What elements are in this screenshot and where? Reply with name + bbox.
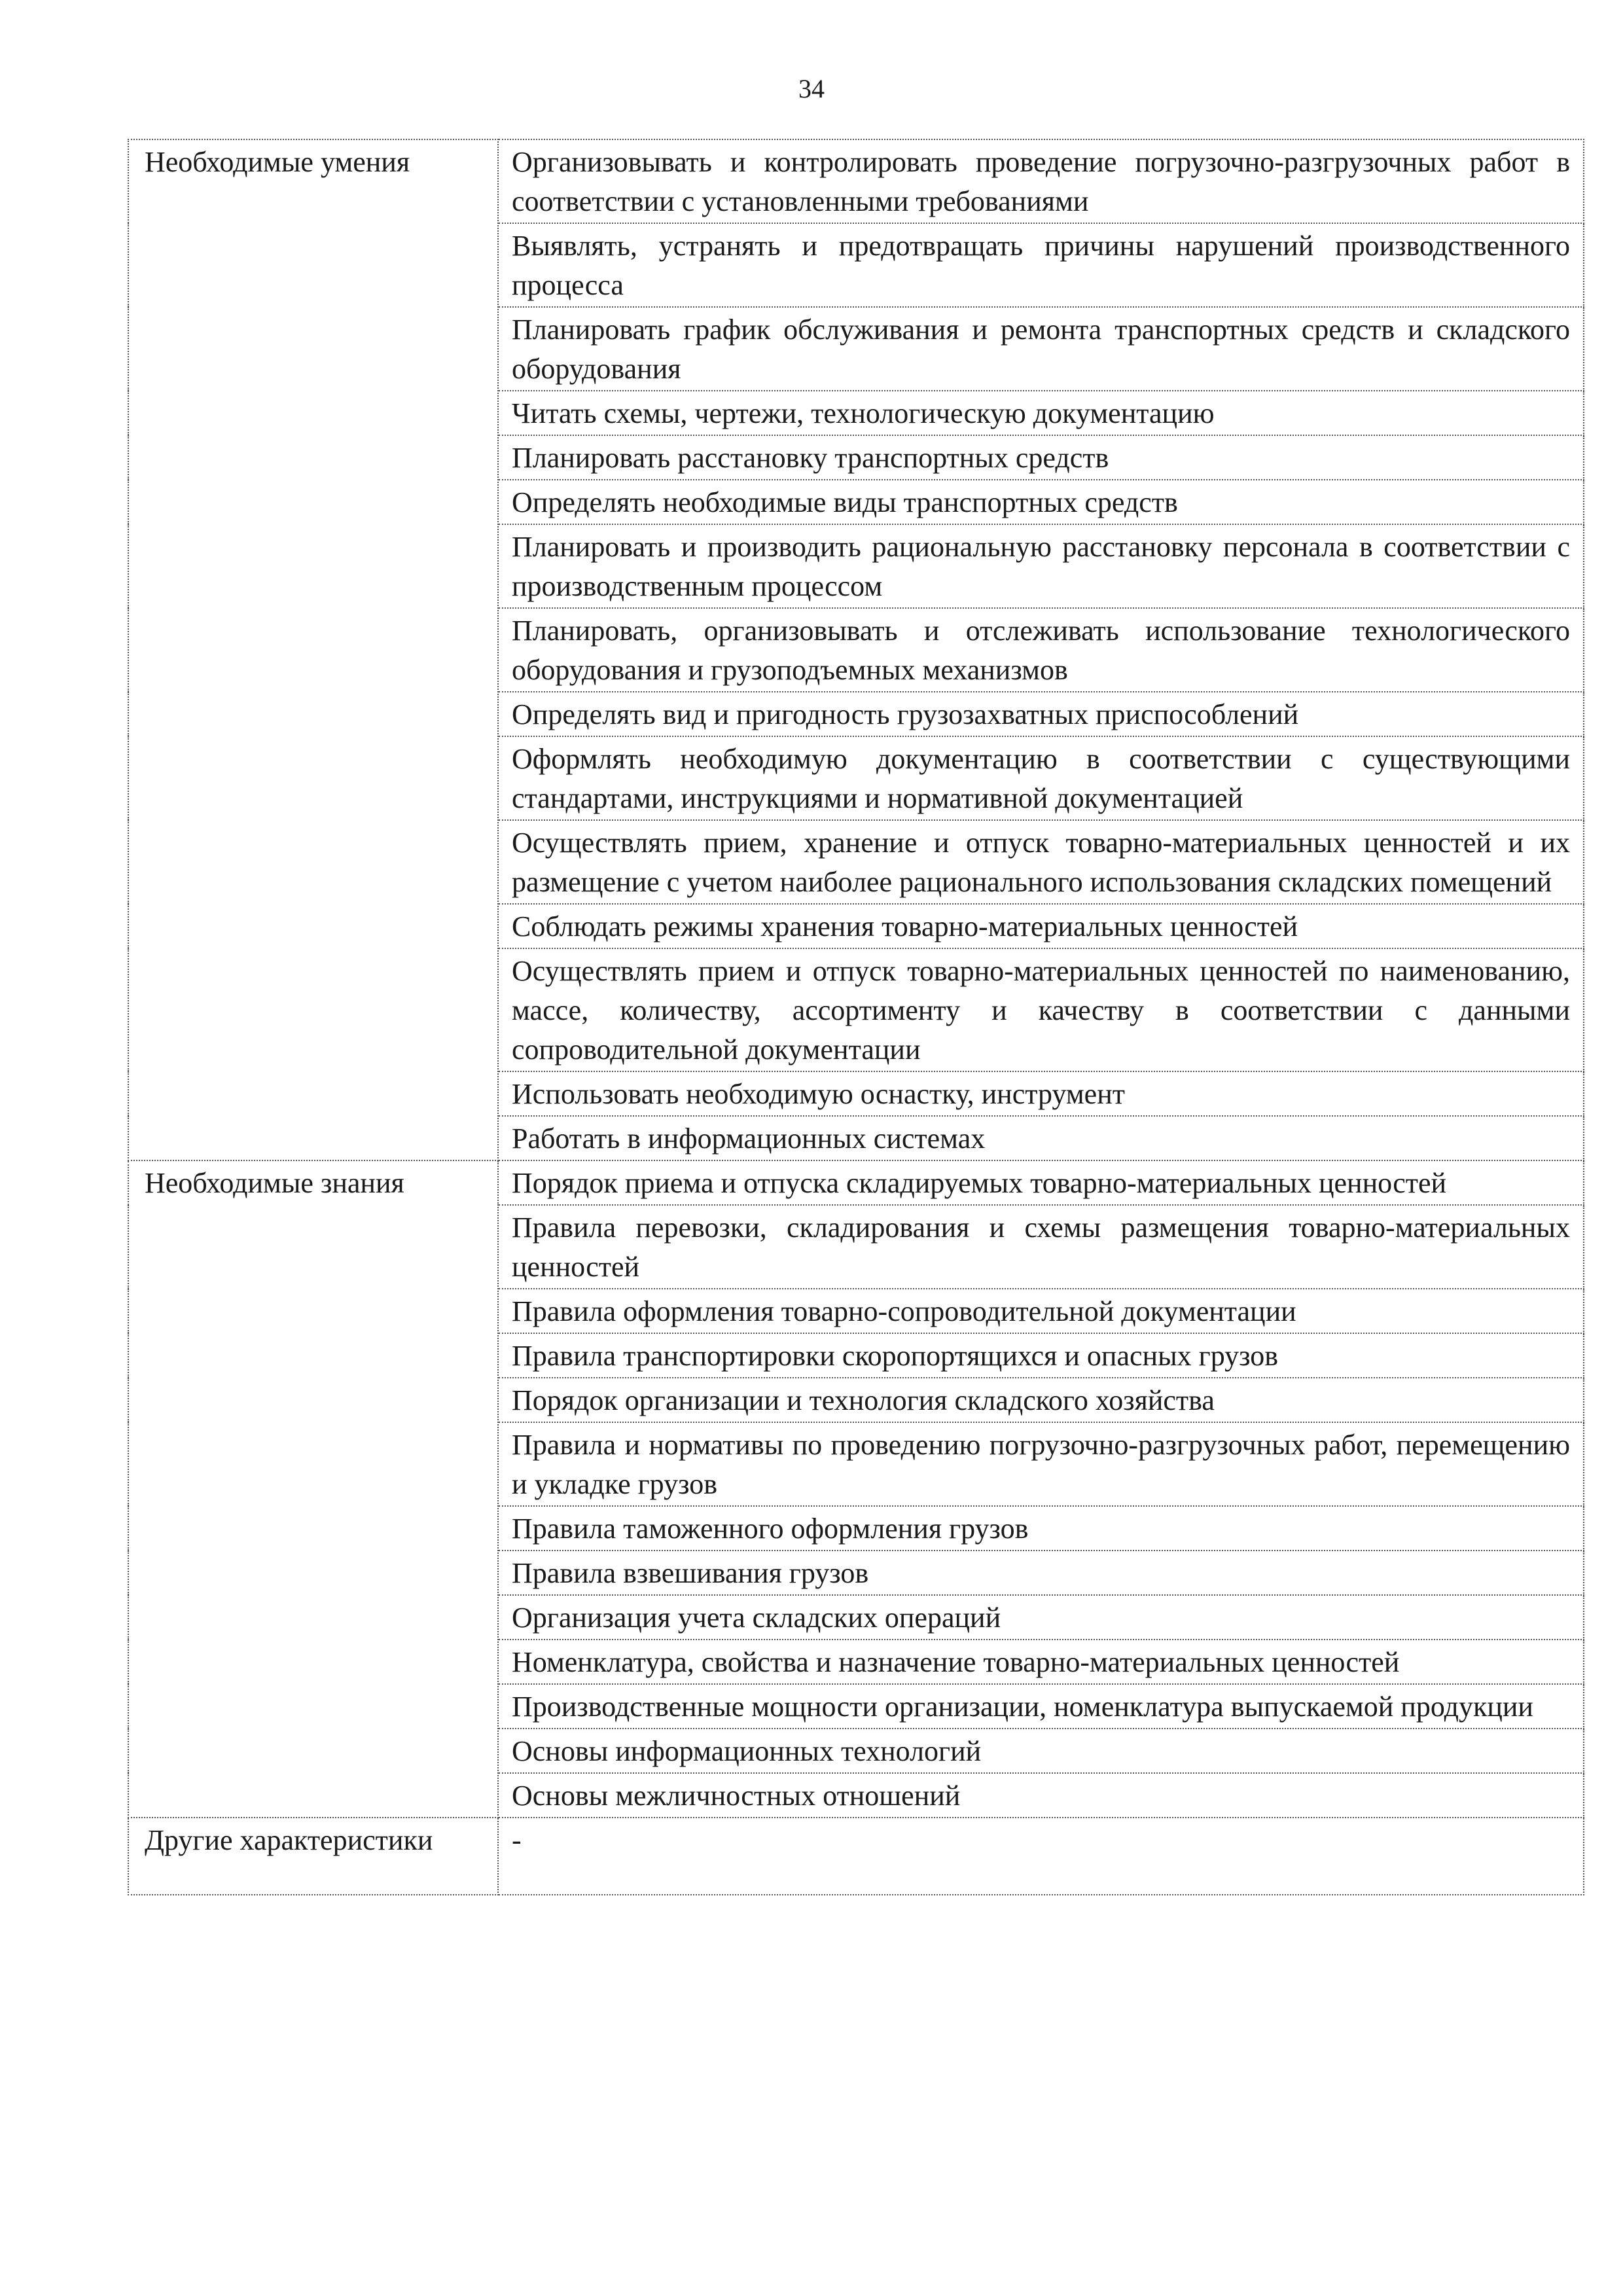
knowledge-item: Правила таможенного оформления грузов bbox=[498, 1506, 1584, 1551]
knowledge-item: Правила оформления товарно-сопроводительной документации bbox=[498, 1289, 1584, 1333]
other-value: - bbox=[498, 1818, 1584, 1895]
requirements-table bbox=[128, 139, 1584, 1895]
page-number: 34 bbox=[798, 74, 825, 103]
knowledge-item: Правила и нормативы по проведению погрузочно-разгрузочных работ, перемещению и укладке грузов bbox=[498, 1422, 1584, 1506]
skill-item: Соблюдать режимы хранения товарно-материальных ценностей bbox=[498, 904, 1584, 948]
skill-item: Планировать, организовывать и отслеживать использование технологического оборудования и грузоподъемных механизмов bbox=[498, 608, 1584, 692]
knowledge-item: Основы межличностных отношений bbox=[498, 1773, 1584, 1818]
table-row bbox=[128, 139, 1584, 223]
skill-item: Осуществлять прием и отпуск товарно-материальных ценностей по наименованию, массе, количеству, ассортименту и качеству в соответствии с данными сопроводительной документации bbox=[498, 948, 1584, 1071]
skill-item: Планировать и производить рациональную расстановку персонала в соответствии с производственным процессом bbox=[498, 524, 1584, 608]
table-row bbox=[128, 1160, 1584, 1205]
knowledge-item: Правила перевозки, складирования и схемы размещения товарно-материальных ценностей bbox=[498, 1205, 1584, 1289]
knowledge-item: Основы информационных технологий bbox=[498, 1729, 1584, 1773]
knowledge-label: Необходимые знания bbox=[128, 1160, 498, 1818]
knowledge-item: Порядок организации и технология складского хозяйства bbox=[498, 1378, 1584, 1422]
other-label: Другие характеристики bbox=[128, 1818, 498, 1895]
knowledge-item: Порядок приема и отпуска складируемых товарно-материальных ценностей bbox=[498, 1160, 1584, 1205]
knowledge-item: Производственные мощности организации, номенклатура выпускаемой продукции bbox=[498, 1684, 1584, 1729]
skill-item: Планировать расстановку транспортных средств bbox=[498, 435, 1584, 480]
knowledge-item: Правила взвешивания грузов bbox=[498, 1551, 1584, 1595]
skill-item: Читать схемы, чертежи, технологическую документацию bbox=[498, 391, 1584, 435]
skill-item: Определять необходимые виды транспортных средств bbox=[498, 480, 1584, 524]
skill-item: Организовывать и контролировать проведение погрузочно-разгрузочных работ в соответствии с установленными требованиями bbox=[498, 139, 1584, 223]
skill-item: Определять вид и пригодность грузозахватных приспособлений bbox=[498, 692, 1584, 736]
knowledge-item: Правила транспортировки скоропортящихся и опасных грузов bbox=[498, 1333, 1584, 1378]
skill-item: Оформлять необходимую документацию в соответствии с существующими стандартами, инструкциями и нормативной документацией bbox=[498, 736, 1584, 820]
skill-item: Работать в информационных системах bbox=[498, 1116, 1584, 1160]
skill-item: Планировать график обслуживания и ремонта транспортных средств и складского оборудования bbox=[498, 307, 1584, 391]
knowledge-item: Номенклатура, свойства и назначение товарно-материальных ценностей bbox=[498, 1640, 1584, 1684]
knowledge-item: Организация учета складских операций bbox=[498, 1595, 1584, 1640]
table-row bbox=[128, 1818, 1584, 1895]
skills-label: Необходимые умения bbox=[128, 139, 498, 1160]
skill-item: Использовать необходимую оснастку, инструмент bbox=[498, 1071, 1584, 1116]
skill-item: Выявлять, устранять и предотвращать причины нарушений производственного процесса bbox=[498, 223, 1584, 307]
skill-item: Осуществлять прием, хранение и отпуск товарно-материальных ценностей и их размещение с учетом наиболее рационального использования складских помещений bbox=[498, 820, 1584, 904]
